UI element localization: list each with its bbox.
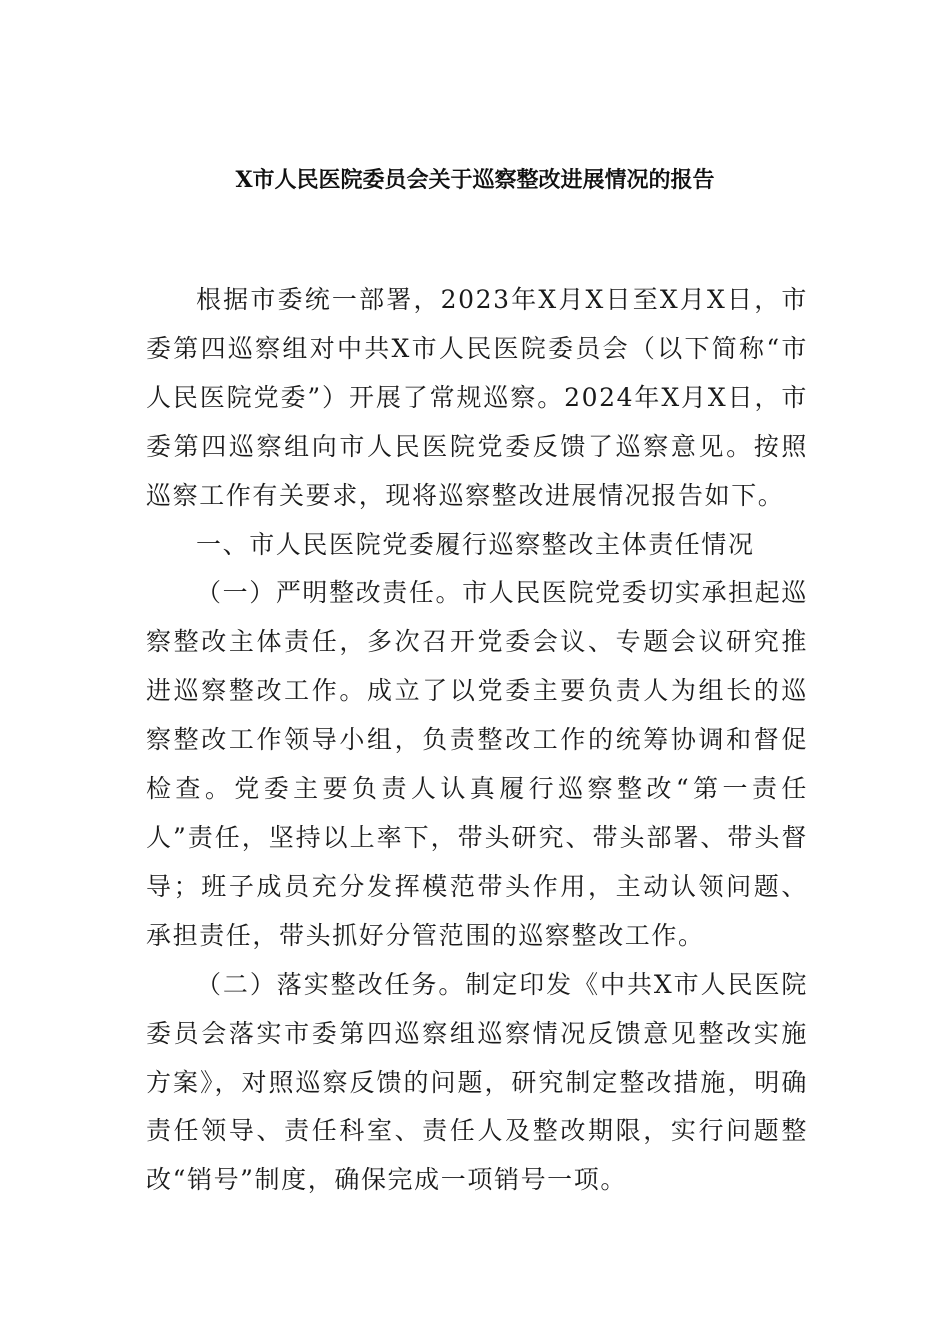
paragraph-responsibility: （一）严明整改责任。市人民医院党委切实承担起巡察整改主体责任，多次召开党委会议、专题会议研究推进巡察整改工作。成立了以党委主要负责人为组长的巡察整改工作领导小组，负责整改工作的统筹协调和督促检查。党委主要负责人认真履行巡察整改“第一责任人”责任，坚持以上率下，带头研究、带头部署、带头督导；班子成员充分发挥模范带头作用，主动认领问题、承担责任，带头抓好分管范围的巡察整改工作。 <box>146 578 808 950</box>
paragraph-tasks: （二）落实整改任务。制定印发《中共X市人民医院委员会落实市委第四巡察组巡察情况反馈意见整改实施方案》，对照巡察反馈的问题，研究制定整改措施，明确责任领导、责任科室、责任人及整改期限，实行问题整改“销号”制度，确保完成一项销号一项。 <box>146 969 808 1195</box>
section-heading-1: 一、市人民医院党委履行巡察整改主体责任情况 <box>196 529 755 559</box>
paragraph-intro: 根据市委统一部署，2023年X月X日至X月X日，市委第四巡察组对中共X市人民医院委员会（以下简称“市人民医院党委”）开展了常规巡察。2024年X月X日，市委第四巡察组向市人民医院党委反馈了巡察意见。按照巡察工作有关要求，现将巡察整改进展情况报告如下。 <box>146 285 808 510</box>
document-body <box>146 276 808 1205</box>
document-title: X市人民医院委员会关于巡察整改进展情况的报告 <box>235 167 715 193</box>
